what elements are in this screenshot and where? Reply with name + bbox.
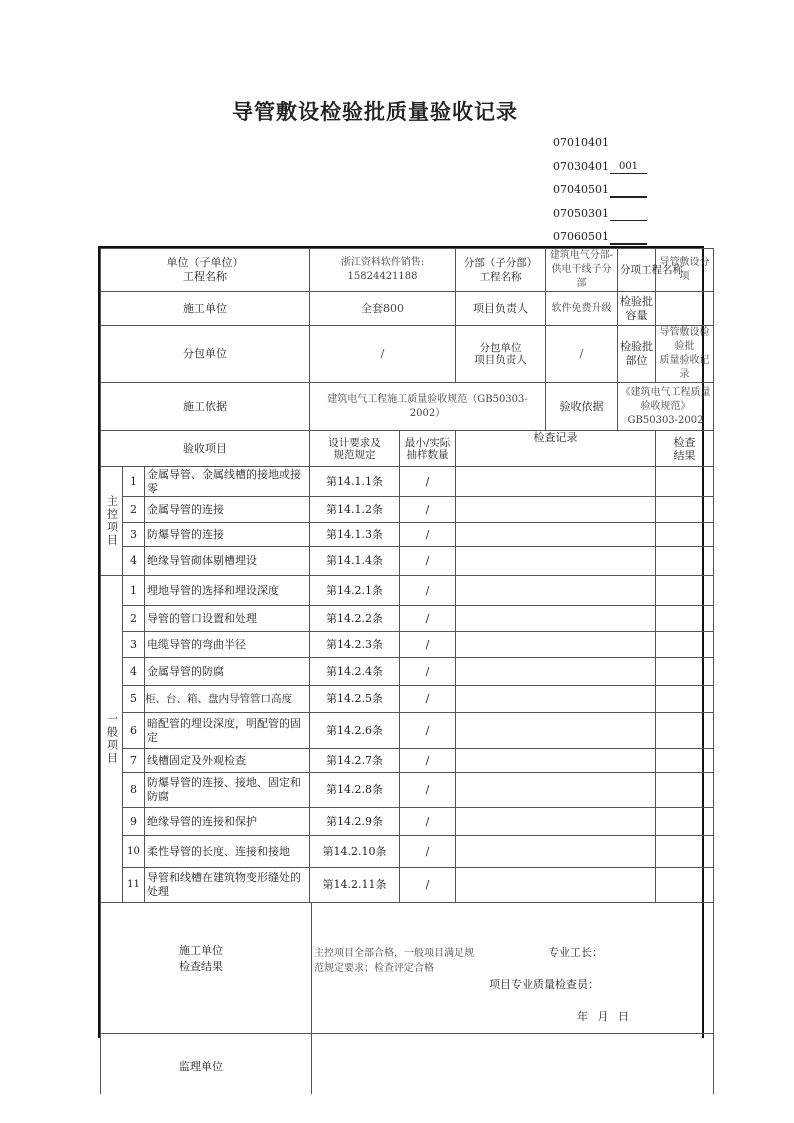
- page-title: 导管敷设检验批质量验收记录: [232, 100, 518, 124]
- item-record[interactable]: [456, 808, 656, 836]
- constructor-value[interactable]: 全套800: [310, 292, 456, 326]
- item-result[interactable]: [656, 606, 714, 632]
- item-name: 绝缘导管砌体剔槽埋设: [145, 547, 310, 576]
- item-number: 1: [123, 576, 145, 606]
- division-value[interactable]: 建筑电气分部- 供电干线子分部: [546, 249, 618, 292]
- item-result[interactable]: [656, 658, 714, 686]
- unit-value[interactable]: 浙江资料软件销售: 15824421188: [310, 249, 456, 292]
- col-header-item: 验收项目: [101, 431, 310, 467]
- item-result[interactable]: [656, 808, 714, 836]
- item-number: 10: [123, 836, 145, 868]
- main-group-label: 主控项目: [101, 467, 123, 576]
- item-spec: 第14.2.5条: [310, 686, 400, 713]
- item-record[interactable]: [456, 868, 656, 903]
- item-number: 2: [123, 497, 145, 523]
- item-record[interactable]: [456, 606, 656, 632]
- item-record[interactable]: [456, 497, 656, 523]
- item-result[interactable]: [656, 773, 714, 808]
- item-name: 线槽固定及外观检查: [145, 749, 310, 773]
- item-result[interactable]: [656, 836, 714, 868]
- code-value: 07010401: [553, 136, 609, 149]
- item-spec: 第14.1.1条: [310, 467, 400, 497]
- item-spec: 第14.2.1条: [310, 576, 400, 606]
- item-name: 埋地导管的选择和埋设深度: [145, 576, 310, 606]
- item-number: 9: [123, 808, 145, 836]
- general-group-label: 一般项目: [101, 576, 123, 903]
- item-sample[interactable]: /: [400, 523, 456, 547]
- item-sample[interactable]: /: [400, 836, 456, 868]
- sub-pm-value[interactable]: /: [546, 326, 618, 383]
- item-sample[interactable]: /: [400, 868, 456, 903]
- item-spec: 第14.2.3条: [310, 632, 400, 658]
- item-name: 柔性导管的长度、连接和接地: [145, 836, 310, 868]
- batch-capacity-value[interactable]: [656, 292, 714, 326]
- item-spec: 第14.2.9条: [310, 808, 400, 836]
- inspection-form: [98, 246, 711, 1073]
- item-record[interactable]: [456, 523, 656, 547]
- item-name: 金属导管、金属线槽的接地或接零: [145, 467, 310, 497]
- item-number: 3: [123, 523, 145, 547]
- item-sample[interactable]: /: [400, 576, 456, 606]
- unit-label: 单位（子单位） 工程名称: [101, 249, 310, 292]
- pm-label: 项目负责人: [456, 292, 546, 326]
- item-sample[interactable]: /: [400, 658, 456, 686]
- item-name: 柜、台、箱、盘内导管管口高度: [145, 686, 310, 713]
- foreman-label: 专业工长：: [548, 946, 603, 959]
- code-value: 07050301: [553, 206, 609, 220]
- item-sample[interactable]: /: [400, 749, 456, 773]
- code-row: [553, 136, 647, 160]
- code-row: [553, 207, 647, 231]
- item-spec: 第14.1.3条: [310, 523, 400, 547]
- item-record[interactable]: [456, 773, 656, 808]
- subcontractor-label: 分包单位: [101, 326, 310, 383]
- item-result[interactable]: [656, 749, 714, 773]
- code-suffix[interactable]: [610, 183, 647, 198]
- item-sample[interactable]: /: [400, 632, 456, 658]
- item-result[interactable]: [656, 467, 714, 497]
- item-record[interactable]: [456, 576, 656, 606]
- item-number: 6: [123, 713, 145, 749]
- sub-pm-label: 分包单位 项目负责人: [456, 326, 546, 383]
- item-name: 绝缘导管的连接和保护: [145, 808, 310, 836]
- item-number: 7: [123, 749, 145, 773]
- col-header-result: 检查 结果: [656, 431, 714, 467]
- item-spec: 第14.1.4条: [310, 547, 400, 576]
- item-spec: 第14.2.8条: [310, 773, 400, 808]
- item-name: 金属导管的防腐: [145, 658, 310, 686]
- item-sample[interactable]: /: [400, 467, 456, 497]
- item-record[interactable]: [456, 467, 656, 497]
- item-record[interactable]: [456, 632, 656, 658]
- item-number: 4: [123, 547, 145, 576]
- item-result[interactable]: [656, 547, 714, 576]
- code-value: 07030401: [553, 159, 609, 173]
- col-header-sample: 最小/实际 抽样数量: [400, 431, 456, 467]
- item-spec: 第14.2.10条: [310, 836, 400, 868]
- supervisor-label: 监理单位: [179, 1060, 223, 1073]
- item-record[interactable]: [456, 658, 656, 686]
- code-suffix[interactable]: [610, 230, 647, 245]
- code-block: [553, 136, 647, 254]
- item-sample[interactable]: /: [400, 497, 456, 523]
- item-record[interactable]: [456, 836, 656, 868]
- item-result[interactable]: [656, 686, 714, 713]
- supervisor-signoff: [101, 1034, 714, 1095]
- constructor-result-description[interactable]: 主控项目全部合格，一般项目满足规范规定要求；检查评定合格: [314, 948, 474, 974]
- item-number: 1: [123, 467, 145, 497]
- subcontractor-value[interactable]: /: [310, 326, 456, 383]
- item-spec: 第14.2.7条: [310, 749, 400, 773]
- item-spec: 第14.2.6条: [310, 713, 400, 749]
- division-label: 分部（子分部） 工程名称: [456, 249, 546, 292]
- item-sample[interactable]: /: [400, 773, 456, 808]
- form-table: [100, 248, 714, 1094]
- item-number: 11: [123, 868, 145, 903]
- item-record[interactable]: [456, 547, 656, 576]
- item-name: 暗配管的埋设深度，明配管的固定: [145, 713, 310, 749]
- col-header-spec: 设计要求及 规范规定: [310, 431, 400, 467]
- item-spec: 第14.2.11条: [310, 868, 400, 903]
- item-result[interactable]: [656, 868, 714, 903]
- constructor-label: 施工单位: [101, 292, 310, 326]
- item-number: 2: [123, 606, 145, 632]
- item-sample[interactable]: /: [400, 808, 456, 836]
- item-number: 4: [123, 658, 145, 686]
- constructor-result-label: 施工单位 检查结果: [179, 944, 223, 973]
- item-name: 金属导管的连接: [145, 497, 310, 523]
- item-result[interactable]: [656, 713, 714, 749]
- item-result[interactable]: [656, 632, 714, 658]
- item-name: 防爆导管的连接: [145, 523, 310, 547]
- basis-value[interactable]: 建筑电气工程施工质量验收规范（GB50303- 2002）: [310, 383, 546, 431]
- item-record[interactable]: [456, 713, 656, 749]
- item-sample[interactable]: /: [400, 713, 456, 749]
- item-result[interactable]: [656, 497, 714, 523]
- col-header-record: 检查记录: [456, 431, 656, 467]
- item-name: 防爆导管的连接、接地、固定和防腐: [145, 773, 310, 808]
- pm-value[interactable]: 软件免费升级: [546, 292, 618, 326]
- batch-capacity-label: 检验批容量: [618, 292, 656, 326]
- item-number: 8: [123, 773, 145, 808]
- item-sample[interactable]: /: [400, 606, 456, 632]
- code-suffix[interactable]: [610, 207, 647, 221]
- item-number: 5: [123, 686, 145, 713]
- item-name: 导管的管口设置和处理: [145, 606, 310, 632]
- code-row: [553, 160, 647, 184]
- item-number: 3: [123, 632, 145, 658]
- batch-part-label: 检验批部位: [618, 326, 656, 383]
- code-value: 07040501: [553, 183, 609, 196]
- batch-part-value[interactable]: 导管敷设检验批 质量验收记录: [656, 326, 714, 383]
- acceptance-basis-value[interactable]: 《建筑电气工程质量验收规范》 GB50303-2002: [618, 383, 714, 431]
- basis-label: 施工依据: [101, 383, 310, 431]
- code-suffix[interactable]: 001: [610, 160, 647, 174]
- signoff-date: 年 月 日: [577, 1010, 629, 1023]
- subitem-label: 分项工程名称: [618, 249, 656, 292]
- code-value: 07060501: [553, 230, 609, 243]
- acceptance-basis-label: 验收依据: [546, 383, 618, 431]
- code-row: [553, 183, 647, 207]
- item-result[interactable]: [656, 523, 714, 547]
- inspector-label: 项目专业质量检查员：: [489, 978, 599, 991]
- constructor-signoff: [101, 903, 714, 1034]
- item-spec: 第14.1.2条: [310, 497, 400, 523]
- subitem-value[interactable]: 导管敷设分项: [656, 249, 714, 292]
- item-record[interactable]: [456, 686, 656, 713]
- item-name: 电缆导管的弯曲半径: [145, 632, 310, 658]
- item-record[interactable]: [456, 749, 656, 773]
- item-name: 导管和线槽在建筑物变形缝处的处理: [145, 868, 310, 903]
- item-result[interactable]: [656, 576, 714, 606]
- item-spec: 第14.2.4条: [310, 658, 400, 686]
- item-sample[interactable]: /: [400, 547, 456, 576]
- item-sample[interactable]: /: [400, 686, 456, 713]
- item-spec: 第14.2.2条: [310, 606, 400, 632]
